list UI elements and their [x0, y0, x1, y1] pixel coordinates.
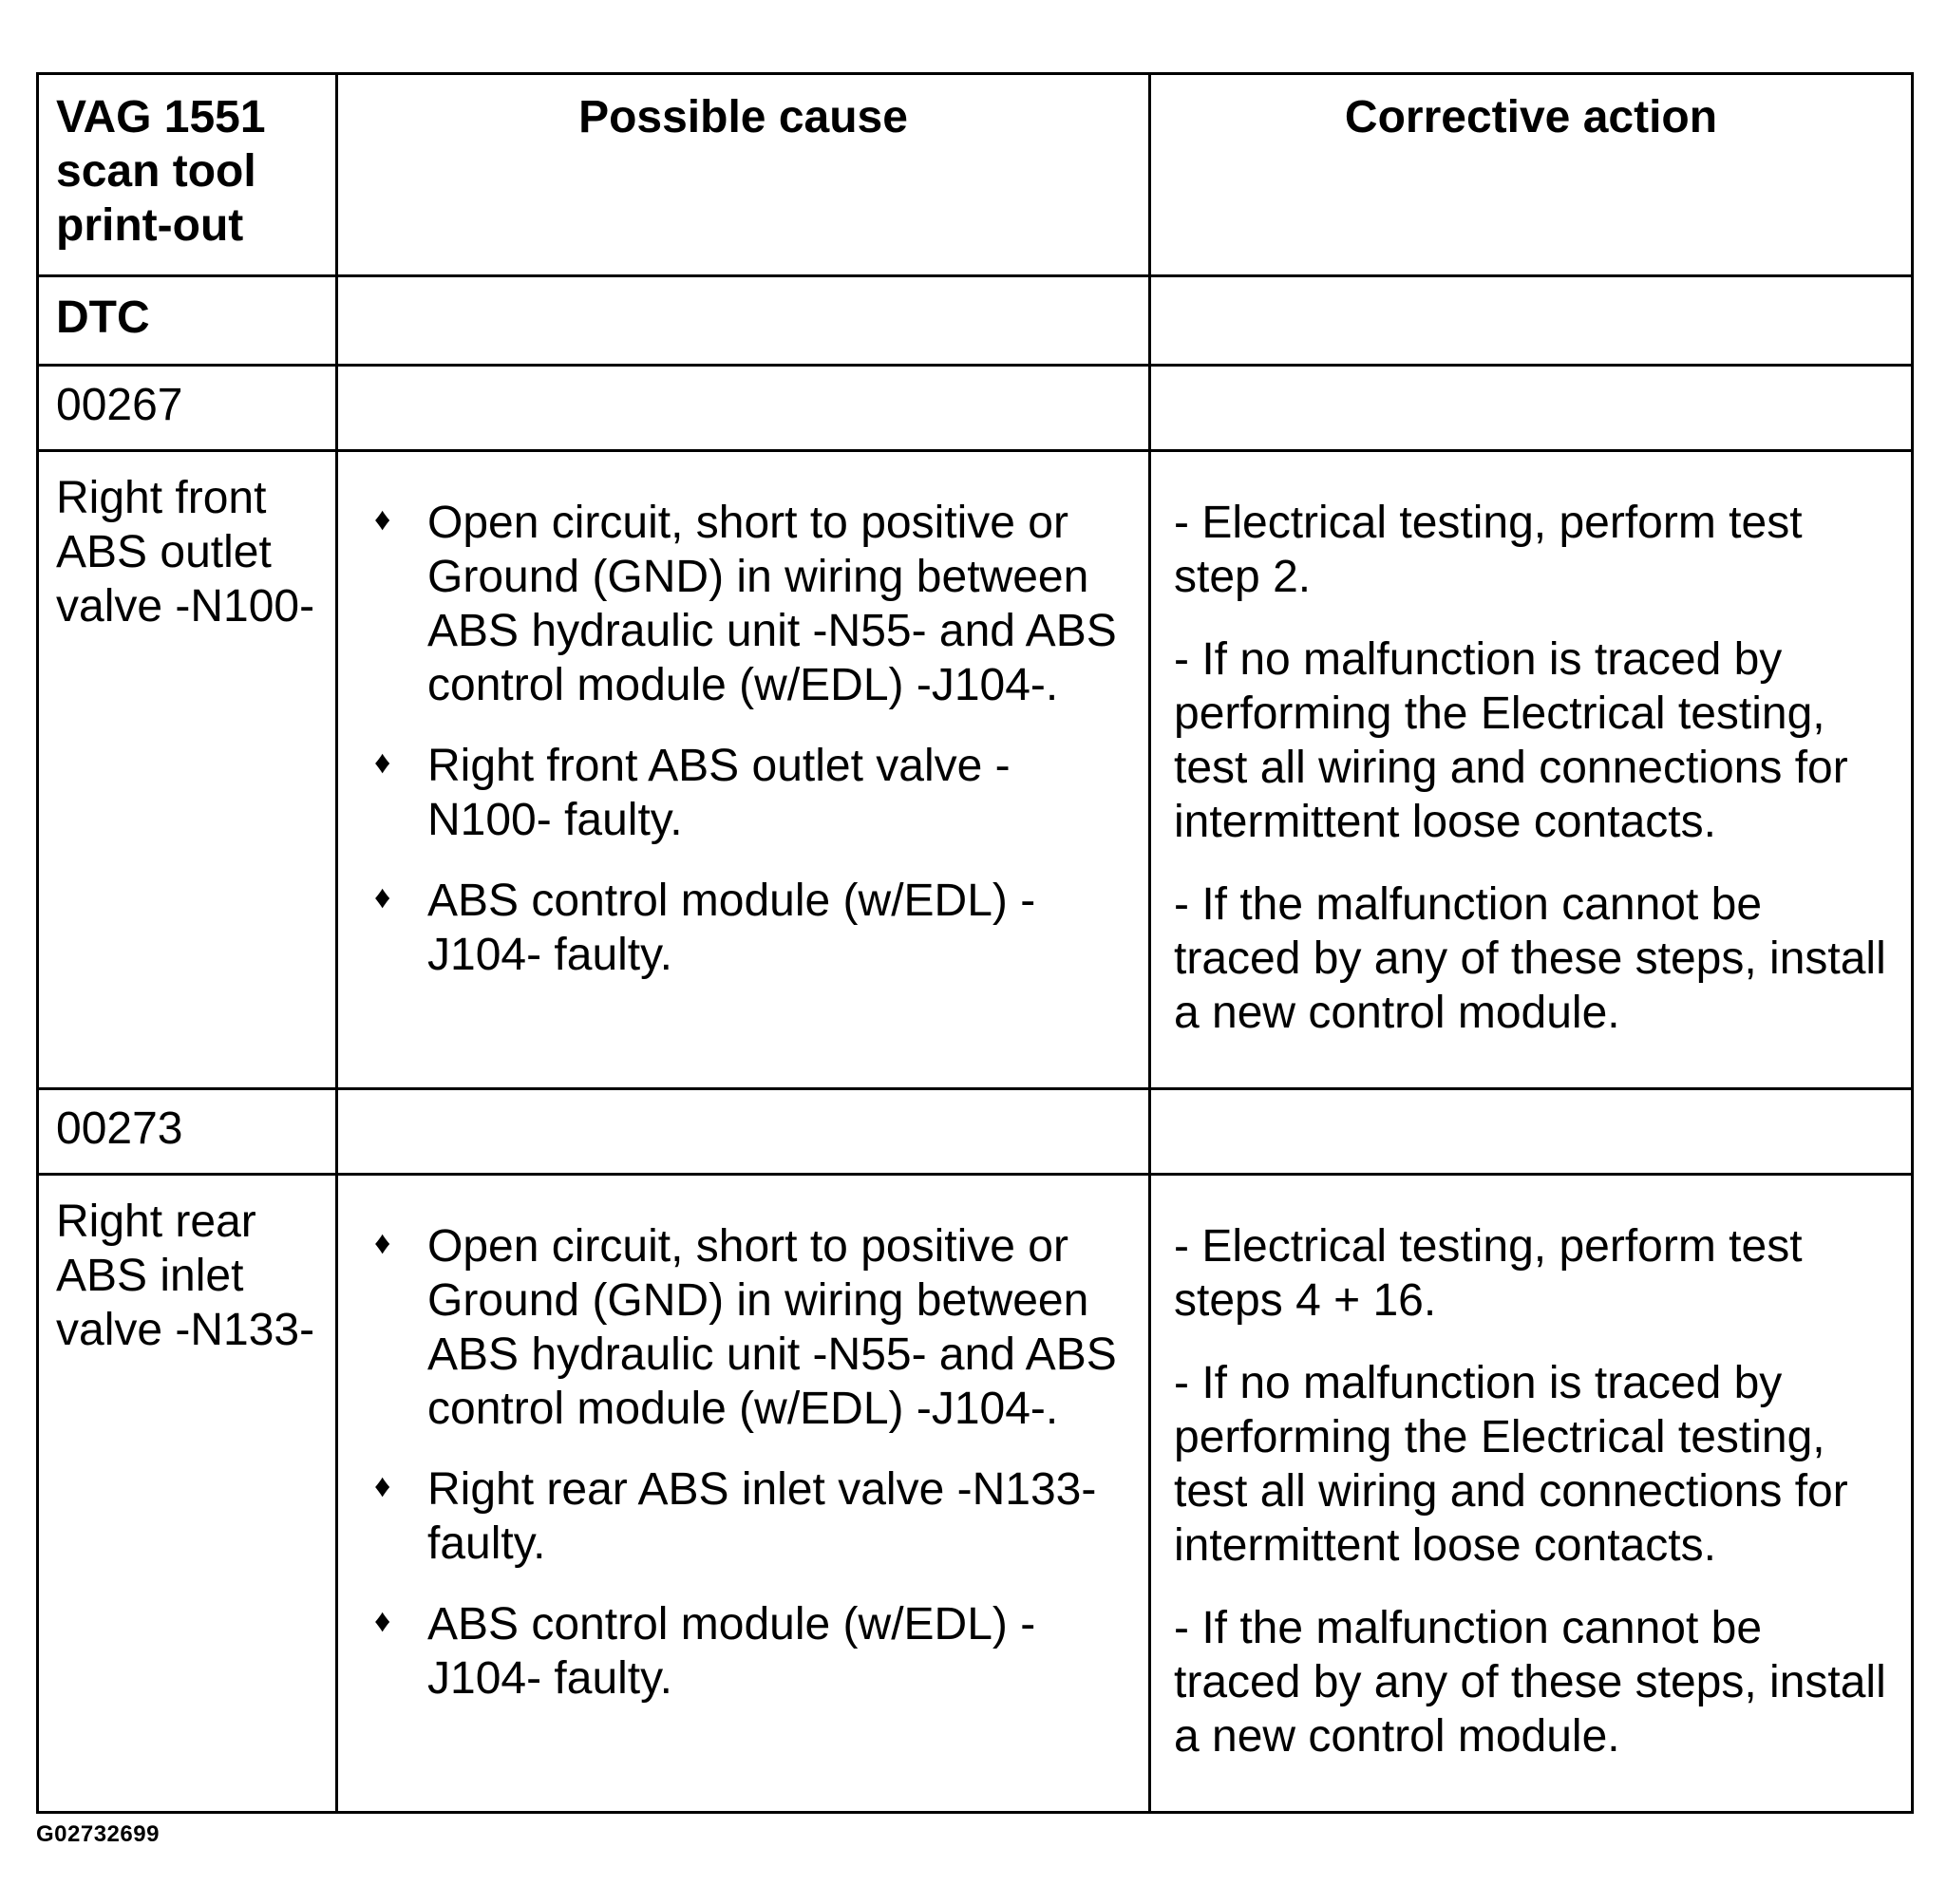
diamond-bullet-icon: ♦	[374, 879, 391, 915]
empty-cell	[1150, 366, 1913, 451]
cause-item	[374, 1462, 1127, 1571]
empty-cell	[1150, 1089, 1913, 1175]
header-row	[38, 74, 1913, 276]
action-item: - Electrical testing, perform test steps 4 + 16.	[1174, 1221, 1803, 1326]
diamond-bullet-icon: ♦	[374, 745, 391, 781]
corrective-actions-cell	[1150, 1175, 1913, 1813]
empty-cell	[337, 366, 1150, 451]
dtc-table	[36, 72, 1914, 1814]
dtc-code: 00267	[38, 366, 337, 451]
cause-item	[374, 874, 1127, 982]
header-possible-cause: Possible cause	[337, 74, 1150, 276]
figure-id: G02732699	[36, 1821, 160, 1847]
dtc-label: DTC	[38, 276, 337, 366]
component-name: Right rear ABS inlet valve -N133-	[38, 1175, 337, 1813]
header-corrective-action: Corrective action	[1150, 74, 1913, 276]
cause-item	[374, 739, 1127, 847]
empty-cell	[337, 1089, 1150, 1175]
cause-text: Open circuit, short to positive or Ground (GND) in wiring between ABS hydraulic unit -N55- and ABS control module (w/EDL) -J104-.	[427, 1221, 1117, 1434]
component-name: Right front ABS outlet valve -N100-	[38, 451, 337, 1089]
cause-item	[374, 1219, 1127, 1436]
action-item: - If the malfunction cannot be traced by any of these steps, install a new control module.	[1174, 879, 1886, 1038]
code-row	[38, 1089, 1913, 1175]
cause-text: ABS control module (w/EDL) -J104- faulty.	[427, 876, 1036, 980]
cause-item	[374, 1597, 1127, 1706]
action-item: - Electrical testing, perform test step 2.	[1174, 498, 1803, 602]
header-scan-tool-printout: VAG 1551 scan tool print-out	[38, 74, 337, 276]
diamond-bullet-icon: ♦	[374, 1603, 391, 1639]
possible-causes-cell	[337, 1175, 1150, 1813]
entry-row	[38, 1175, 1913, 1813]
cause-text: Open circuit, short to positive or Ground (GND) in wiring between ABS hydraulic unit -N55- and ABS control module (w/EDL) -J104-.	[427, 498, 1117, 710]
dtc-code: 00273	[38, 1089, 337, 1175]
entry-row	[38, 451, 1913, 1089]
action-item: - If the malfunction cannot be traced by any of these steps, install a new control module.	[1174, 1603, 1886, 1762]
cause-text: Right rear ABS inlet valve -N133- faulty.	[427, 1464, 1097, 1569]
corrective-actions-cell	[1150, 451, 1913, 1089]
cause-text: Right front ABS outlet valve -N100- faulty.	[427, 741, 1011, 845]
action-item: - If no malfunction is traced by performing the Electrical testing, test all wiring and connections for intermittent loose contacts.	[1174, 1358, 1848, 1571]
possible-causes-cell	[337, 451, 1150, 1089]
diamond-bullet-icon: ♦	[374, 1468, 391, 1504]
diamond-bullet-icon: ♦	[374, 501, 391, 537]
cause-item	[374, 496, 1127, 712]
empty-cell	[337, 276, 1150, 366]
cause-list	[374, 1219, 1127, 1706]
dtc-label-row	[38, 276, 1913, 366]
diamond-bullet-icon: ♦	[374, 1225, 391, 1261]
cause-list	[374, 496, 1127, 982]
empty-cell	[1150, 276, 1913, 366]
action-item: - If no malfunction is traced by performing the Electrical testing, test all wiring and connections for intermittent loose contacts.	[1174, 634, 1848, 847]
code-row	[38, 366, 1913, 451]
cause-text: ABS control module (w/EDL) -J104- faulty.	[427, 1599, 1036, 1704]
